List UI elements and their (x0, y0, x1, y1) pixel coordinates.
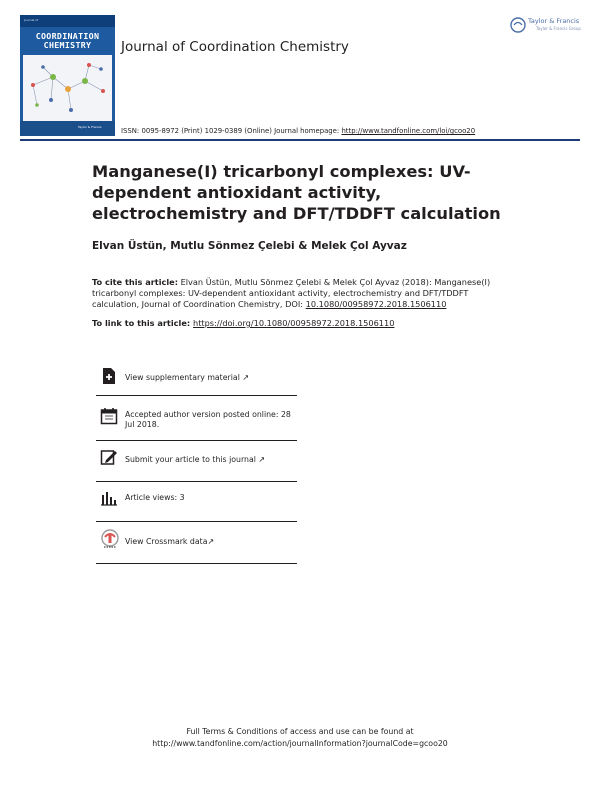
publisher-logo-icon (510, 17, 526, 33)
article-title: Manganese(I) tricarbonyl complexes: UV-dependent antioxidant activity, electrochemistry and DFT/TDDFT calculation (92, 162, 501, 223)
header-divider (20, 139, 580, 141)
supplementary-icon (100, 367, 118, 385)
article-link-line (92, 318, 394, 328)
crossmark-icon (100, 529, 120, 551)
bar-chart-icon (100, 489, 118, 507)
crossmark-label: View Crossmark data (125, 537, 208, 546)
external-link-icon: ↗ (207, 537, 215, 546)
publisher-logo (510, 15, 582, 37)
submit-article-text (125, 455, 300, 465)
molecule-illustration (23, 55, 112, 121)
doi-link[interactable]: 10.1080/00958972.2018.1506110 (305, 299, 447, 310)
issn-text: ISSN: 0095-8972 (Print) 1029-0389 (Online) Journal homepage: (121, 127, 342, 135)
accepted-version-text: Accepted author version posted online: 28 Jul 2018. (125, 410, 291, 429)
divider-1 (96, 395, 297, 396)
submit-article-item[interactable] (96, 447, 297, 469)
article-url-link[interactable]: https://doi.org/10.1080/00958972.2018.1506110 (193, 318, 395, 328)
link-label: To link to this article: (92, 318, 193, 328)
article-views-item (96, 488, 297, 508)
cover-title (20, 32, 115, 50)
crossmark-item[interactable] (96, 529, 297, 553)
journal-name: Journal of Coordination Chemistry (121, 39, 349, 55)
publisher-group: Taylor & Francis Group (536, 26, 581, 31)
cover-title-line1: COORDINATION (35, 31, 100, 41)
cover-small-text: Journal of (24, 18, 39, 22)
divider-3 (96, 481, 297, 482)
supplementary-material-text (125, 373, 300, 383)
crossmark-text (125, 537, 300, 547)
edit-icon (100, 448, 118, 466)
cover-publisher-text: Taylor & Francis (78, 125, 102, 129)
supplementary-material-label: View supplementary material (125, 373, 240, 382)
issn-line (121, 127, 475, 135)
divider-5 (96, 563, 297, 564)
footer (0, 726, 600, 750)
footer-terms-url[interactable]: http://www.tandfonline.com/action/journalInformation?journalCode=gcoo20 (152, 739, 448, 748)
accepted-version-item (96, 405, 297, 433)
citation-label: To cite this article: (92, 277, 178, 287)
citation-text: Elvan Üstün, Mutlu Sönmez Çelebi & Melek Çol Ayvaz (2018): Manganese(I) tricarbonyl complexes: UV-dependent antioxidant activity, electrochemistry and DFT/TDDFT calculation, Journal of Coordination Chemistry, DOI: (92, 277, 491, 310)
external-link-icon: ↗ (242, 373, 250, 382)
citation-block (92, 277, 512, 311)
article-authors: Elvan Üstün, Mutlu Sönmez Çelebi & Melek Çol Ayvaz (92, 240, 407, 252)
calendar-icon (100, 407, 118, 425)
cover-molecule-art (23, 55, 112, 121)
submit-article-label: Submit your article to this journal (125, 455, 256, 464)
external-link-icon: ↗ (258, 455, 266, 464)
footer-terms-text: Full Terms & Conditions of access and use can be found at (186, 727, 414, 736)
journal-cover-image (20, 15, 115, 136)
divider-4 (96, 521, 297, 522)
supplementary-material-item[interactable] (96, 366, 297, 388)
cover-title-line2: CHEMISTRY (43, 40, 92, 50)
article-views-text: Article views: 3 (125, 493, 185, 502)
publisher-name: Taylor & Francis (528, 17, 580, 25)
journal-homepage-link[interactable]: http://www.tandfonline.com/loi/gcoo20 (341, 127, 476, 135)
divider-2 (96, 440, 297, 441)
